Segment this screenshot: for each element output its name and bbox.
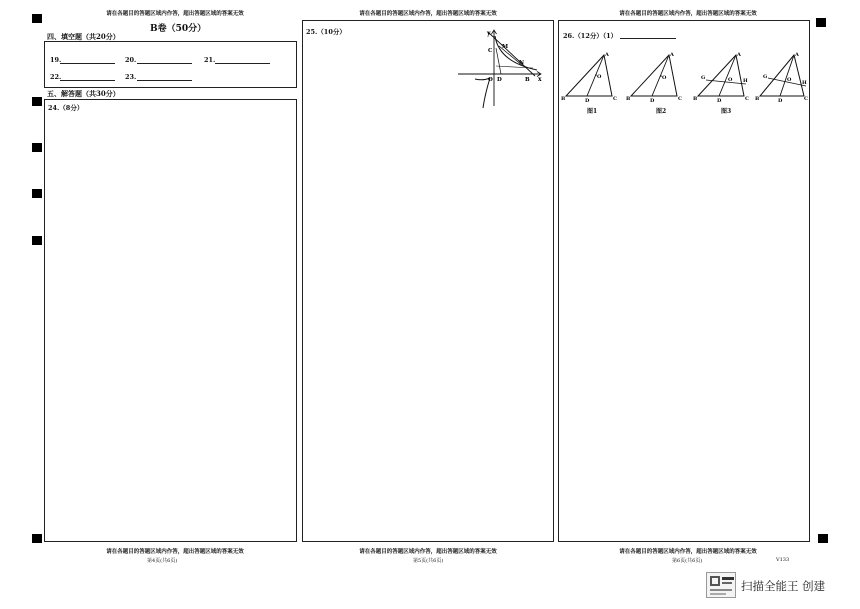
question-number-23: 23. bbox=[125, 73, 137, 81]
answer-area-notice: 请在各题目的答题区域内作答，超出答题区域的答案无效 bbox=[619, 549, 757, 555]
fig2-label-o: O bbox=[662, 75, 667, 81]
scanner-watermark-text: 扫描全能王 创建 bbox=[741, 579, 826, 593]
q25-label-o: O bbox=[488, 77, 493, 83]
fig3a-label-b: B bbox=[693, 96, 698, 102]
question-number-22: 22. bbox=[50, 73, 62, 81]
fig3b-label-o: O bbox=[787, 77, 792, 83]
answer-blank-20[interactable] bbox=[137, 63, 192, 64]
answer-area-notice: 请在各题目的答题区域内作答，超出答题区域的答案无效 bbox=[106, 11, 244, 17]
q25-label-y: y bbox=[487, 30, 491, 37]
fig1-label-b: B bbox=[561, 96, 566, 102]
fig3a-label-g: G bbox=[701, 75, 706, 81]
answer-area-notice: 请在各题目的答题区域内作答，超出答题区域的答案无效 bbox=[106, 549, 244, 555]
answer-area-notice: 请在各题目的答题区域内作答，超出答题区域的答案无效 bbox=[359, 549, 497, 555]
answer-blank-26-1[interactable] bbox=[620, 38, 676, 39]
fig3b-label-g: G bbox=[763, 74, 768, 80]
fig1-label-d: D bbox=[585, 98, 590, 102]
answer-blank-21[interactable] bbox=[215, 63, 270, 64]
figure-caption-1: 图1 bbox=[587, 108, 598, 115]
q25-label-d: D bbox=[497, 77, 502, 83]
section-title-problems: 五、解答题（共30分） bbox=[47, 89, 120, 98]
q24-answer-box[interactable] bbox=[44, 99, 297, 542]
paper-title: B卷（50分） bbox=[150, 24, 207, 34]
page-number-6: 第6页(共6页) bbox=[672, 558, 703, 564]
fig3b-label-h: H bbox=[802, 80, 807, 86]
answer-area-notice: 请在各题目的答题区域内作答，超出答题区域的答案无效 bbox=[619, 11, 757, 17]
q25-coordinate-figure bbox=[455, 26, 545, 110]
fig1-label-o: O bbox=[597, 74, 602, 80]
fig3b-label-b: B bbox=[755, 96, 760, 102]
answer-blank-23[interactable] bbox=[137, 80, 192, 81]
page-number-4: 第4页(共6页) bbox=[147, 558, 178, 564]
fig2-label-d: D bbox=[650, 98, 655, 102]
q25-label-b: B bbox=[525, 77, 530, 83]
figure-caption-2: 图2 bbox=[656, 108, 667, 115]
q24-label: 24.（8分） bbox=[48, 104, 84, 112]
section-title-fill-blank: 四、填空题（共20分） bbox=[47, 32, 120, 41]
fig2-label-c: C bbox=[678, 96, 682, 102]
alignment-marker bbox=[32, 534, 42, 543]
alignment-marker bbox=[816, 18, 826, 27]
q25-label-x: x bbox=[538, 76, 542, 83]
q25-label-c: C bbox=[488, 48, 493, 54]
fig3a-label-o: O bbox=[728, 77, 733, 83]
q25-label-m: M bbox=[502, 44, 509, 50]
answer-area-notice: 请在各题目的答题区域内作答，超出答题区域的答案无效 bbox=[359, 11, 497, 17]
q26-figure-3 bbox=[692, 50, 812, 102]
fig3b-label-c: C bbox=[804, 96, 808, 102]
fig3a-label-d: D bbox=[717, 98, 722, 102]
alignment-marker bbox=[32, 143, 42, 152]
fig1-label-a: A bbox=[605, 52, 609, 58]
q25-label: 25.（10分） bbox=[306, 28, 346, 36]
q26-label: 26.（12分）（1） bbox=[563, 32, 618, 40]
question-number-21: 21. bbox=[204, 56, 216, 64]
q25-label-n: N bbox=[519, 60, 525, 66]
alignment-marker bbox=[32, 97, 42, 106]
fig1-label-c: C bbox=[613, 96, 617, 102]
fig3a-label-a: A bbox=[737, 52, 741, 58]
fig3b-label-d: D bbox=[778, 98, 783, 102]
page-number-5: 第5页(共6页) bbox=[413, 558, 444, 564]
fig3a-label-c: C bbox=[745, 96, 749, 102]
fig3a-label-h: H bbox=[743, 78, 748, 84]
alignment-marker bbox=[818, 534, 828, 543]
fig3b-label-a: A bbox=[795, 52, 799, 58]
alignment-marker bbox=[32, 189, 42, 198]
question-number-20: 20. bbox=[125, 56, 137, 64]
answer-blank-19[interactable] bbox=[60, 63, 115, 64]
fig2-label-a: A bbox=[670, 52, 674, 58]
figure-caption-3: 图3 bbox=[721, 108, 732, 115]
answer-blank-22[interactable] bbox=[60, 80, 115, 81]
alignment-marker bbox=[32, 236, 42, 245]
version-label: V133 bbox=[776, 557, 790, 563]
q26-figure-2 bbox=[625, 50, 683, 102]
fig2-label-b: B bbox=[626, 96, 631, 102]
question-number-19: 19. bbox=[50, 56, 62, 64]
q26-figure-1 bbox=[560, 50, 618, 102]
scanner-qr-logo bbox=[706, 572, 736, 598]
alignment-marker bbox=[32, 14, 42, 23]
